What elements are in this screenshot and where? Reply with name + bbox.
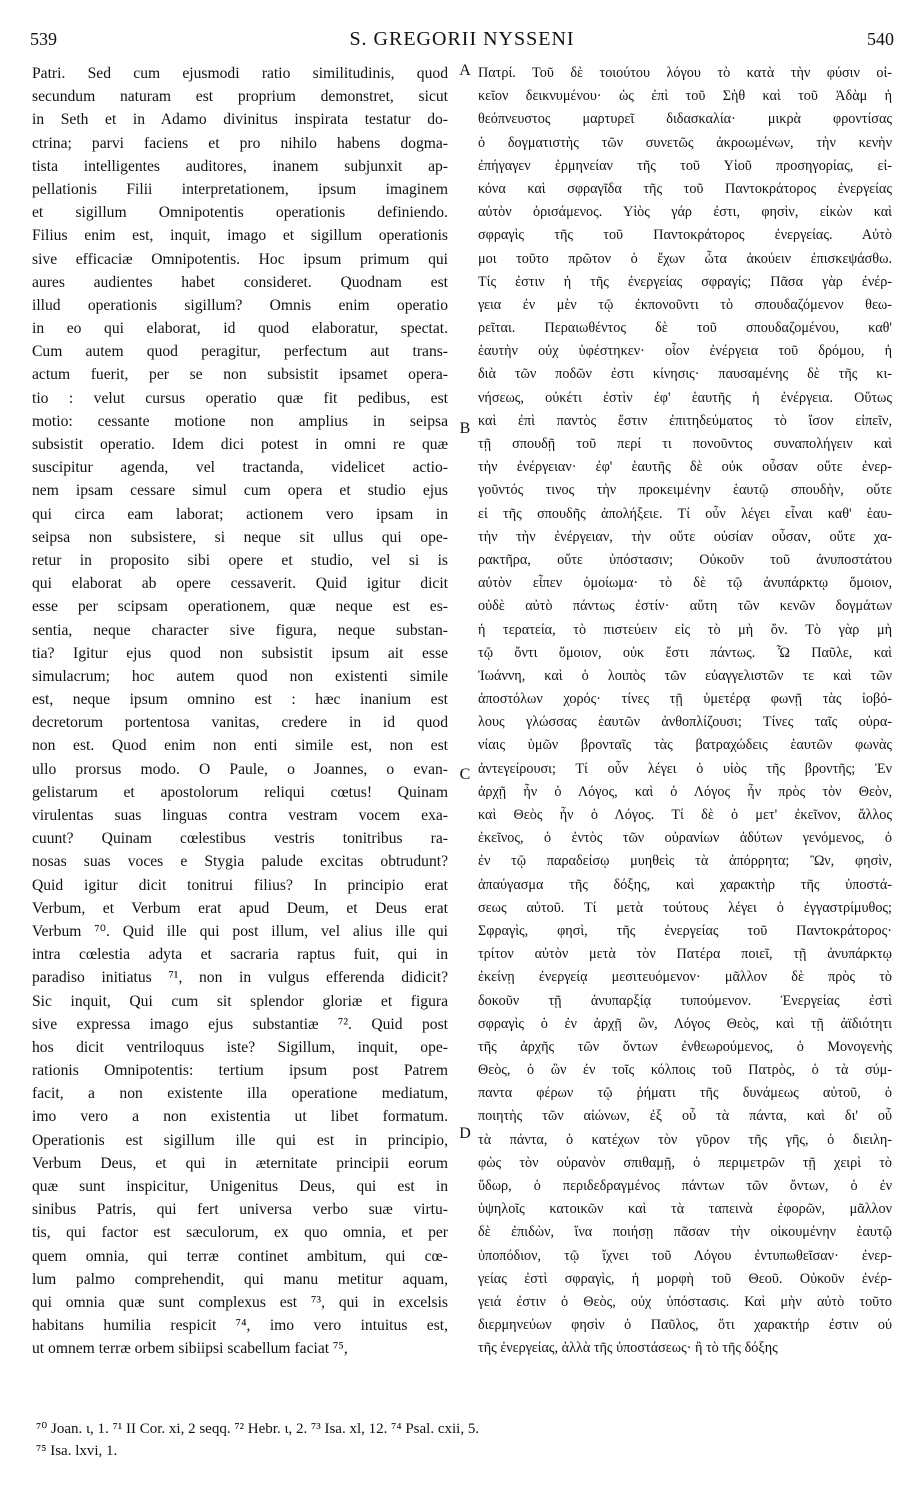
greek-text-line: ἐπήγαγεν ἑρμηνείαν τῆς τοῦ Υἱοῦ προσηγορίας, εἰ- — [478, 157, 892, 174]
greek-text-line: θεόπνευστος μαρτυρεῖ διδασκαλία· μικρὰ φροντίσας — [478, 111, 892, 128]
greek-text-line: ἐκεῖνος, ὁ ἐντὸς τῶν οὐρανίων ἀδύτων γενόμενος, ὁ — [478, 830, 892, 847]
greek-text-line: τὴν ἐνέργειαν· ἐφ' ἑαυτῆς δὲ οὐκ οὖσαν οὔτε ἐνερ- — [478, 459, 892, 476]
footnote-line: ⁷⁰ Joan. ι, 1. ⁷¹ II Cor. xi, 2 seqq. ⁷² Hebr. ι, 2. ⁷³ Isa. xl, 12. ⁷⁴ Psal. cxii, 5. — [36, 1421, 480, 1437]
greek-text-line: τὴν τὴν ἐνέργειαν, τὴν οὔτε οὐσίαν οὖσαν, οὔτε χα- — [478, 528, 892, 545]
latin-text-line: tista intelligentes auditores, inanem subjunxit ap- — [32, 157, 448, 175]
greek-text-line: Σφραγὶς, φησὶ, τῆς ἐνεργείας τοῦ Παντοκράτορος· — [478, 922, 892, 939]
greek-text-line: τῷ ὄντι ὅμοιον, οὐκ ἔστι πάντως. Ὦ Παῦλε, καὶ — [478, 644, 892, 661]
greek-column — [478, 62, 892, 1402]
latin-text-line: virulentas suas linguas contra vestram vocem exa- — [32, 807, 448, 824]
latin-text-line: sive expressa imago ejus substantiæ ⁷². Quid post — [32, 1015, 448, 1033]
latin-text-line: quem omnia, qui terræ continet ambitum, qui cœ- — [32, 1247, 448, 1265]
greek-text-line: μοι τοῦτο πρῶτον ὁ ἔχων ὦτα ἀκούειν ἐπισκεψάσθω. — [478, 250, 892, 267]
latin-column — [32, 62, 448, 1402]
latin-text-line: motio: cessante motione non amplius in seipsa — [32, 412, 448, 430]
margin-marker-c: C — [459, 766, 471, 783]
latin-text-line: facit, a non existente illa operatione mediatum, — [32, 1085, 448, 1103]
latin-text-line: paradiso initiatus ⁷¹, non in vulgus efferenda didicit? — [32, 969, 448, 987]
latin-text-line: ctrina; parvi faciens et pro nihilo habens dogma- — [32, 134, 448, 152]
greek-text-line: εἰ τῆς σπουδῆς ἀπολήξειε. Τί οὖν λέγει εἶναι καθ' ἑαυ- — [478, 505, 892, 522]
greek-text-line: τῆς ἀρχῆς τῶν ὄντων ἐνθεωρούμενος, ὁ Μονογενὴς — [478, 1038, 892, 1055]
margin-marker-d: D — [459, 1125, 471, 1142]
greek-text-line: λους γλώσσας ἑαυτῶν ἀνθοπλίζουσι; Τίνες ταῖς οὐρα- — [478, 714, 892, 731]
latin-text-line: tio : velut cursus operatio quæ fit pedibus, est — [32, 389, 448, 407]
latin-text-line: et sigillum Omnipotentis operationis definiendo. — [32, 204, 448, 222]
greek-text-line: οὐδὲ αὐτὸ πάντως ἐστίν· αὕτη τῶν κενῶν δογμάτων — [478, 598, 892, 615]
greek-text-line: τρίτον αὐτὸν μετὰ τὸν Πατέρα ποιεῖ, τῇ ἀνυπάρκτῳ — [478, 946, 892, 963]
latin-text-line: sive efficaciæ Omnipotentis. Hoc ipsum primum qui — [32, 250, 448, 268]
latin-text-line: ullo prorsus modo. O Paule, o Joannes, o evan- — [32, 760, 448, 778]
greek-text-line: Ἰωάννη, καὶ ὁ λοιπὸς τῶν εὐαγγελιστῶν τε καὶ τῶν — [478, 667, 892, 684]
latin-text-line: secundum naturam est proprium demonstret, sicut — [32, 88, 448, 106]
greek-text-line: καὶ Θεὸς ἦν ὁ Λόγος. Τί δὲ ὁ μετ' ἐκεῖνον, ἄλλος — [478, 807, 892, 823]
greek-text-line: ἡ τερατεία, τὸ πιστεύειν εἰς τὸ μὴ ὄν. Τὸ γὰρ μὴ — [478, 621, 892, 638]
greek-text-line: γειά ἐστιν ὁ Θεὸς, οὐχ ὑπόστασις. Καὶ μὴν αὐτὸ τοῦτο — [478, 1293, 892, 1310]
greek-text-line: ἐκείνῃ ἐνεργείᾳ μεσιτευόμενον· μᾶλλον δὲ πρὸς τὸ — [478, 969, 892, 986]
latin-text-line: seipsa non subsistere, si neque sit ullus qui ope- — [32, 528, 448, 546]
latin-text-line: Quid igitur dicit tonitrui filius? In principio erat — [32, 876, 448, 894]
greek-text-line: Πατρί. Τοῦ δὲ τοιούτου λόγου τὸ κατὰ τὴν φύσιν οἰ- — [478, 65, 892, 81]
latin-text-line: nem ipsam cessare simul cum opera et studio ejus — [32, 482, 448, 500]
greek-text-line: νίαις ὑμῶν βρονταῖς τὰς βατραχώδεις ἑαυτῶν φωνὰς — [478, 737, 892, 754]
latin-text-line: qui circa eam laborat; actionem vero ipsam in — [32, 505, 448, 523]
footnote-line: ⁷⁵ Isa. lxvi, 1. — [36, 1443, 118, 1459]
latin-text-line: retur in proposito sibi opere et studio, vel si is — [32, 551, 448, 569]
latin-text-line: Patri. Sed cum ejusmodi ratio similitudinis, quod — [32, 65, 448, 82]
latin-text-line: subsistit operatio. Idem dici potest in omni re quæ — [32, 436, 448, 453]
latin-text-line: rationis Omnipotentis: tertium ipsum post Patrem — [32, 1062, 448, 1080]
page-number-right: 540 — [867, 29, 894, 49]
latin-text-line: ut omnem terræ orbem sibiipsi scabellum faciat ⁷⁵, — [32, 1340, 348, 1358]
latin-text-line: pellationis Filii interpretationem, ipsum imaginem — [32, 180, 448, 198]
latin-text-line: est, neque ipsum omnino est : hæc inanium est — [32, 691, 448, 709]
greek-text-line: ἀντεγείρουσι; Τί οὖν λέγει ὁ υἱὸς τῆς βροντῆς; Ἐν — [478, 760, 892, 777]
running-title: S. GREGORII NYSSENI — [349, 28, 575, 50]
latin-text-line: habitans humilia respicit ⁷⁴, imo vero intuitus est, — [32, 1317, 448, 1335]
greek-text-line: ὑποπόδιον, τῷ ἴχνει τοῦ Λόγου ἐντυπωθεῖσαν· ἐνερ- — [478, 1247, 892, 1264]
latin-text-line: nosas suas voces e Stygia palude excitas obtrudunt? — [32, 853, 448, 871]
latin-text-line: gelistarum et apostolorum reliqui cœtus! Quinam — [32, 783, 448, 801]
latin-text-line: lum palmo comprehendit, qui manu metitur aquam, — [32, 1270, 448, 1288]
latin-text-line: Verbum Deus, et qui in æternitate principii eorum — [32, 1154, 448, 1172]
greek-text-line: σεως αὐτοῦ. Τί μετὰ τούτους λέγει ὁ ἐγγαστρίμυθος; — [478, 899, 892, 916]
greek-text-line: σφραγὶς τῆς τοῦ Παντοκράτορος ἐνεργείας. Αὐτὸ — [478, 227, 892, 244]
latin-text-line: Operationis est sigillum ille qui est in principio, — [32, 1131, 448, 1149]
latin-text-line: quæ sunt inspicitur, Unigenitus Deus, qui est in — [32, 1178, 448, 1195]
greek-text-line: ἑαυτὴν οὐχ ὑφέστηκεν· οἷον ἐνέργεια τοῦ δρόμου, ἡ — [478, 343, 892, 360]
latin-text-line: tia? Igitur ejus quod non subsistit ipsum ait esse — [32, 644, 448, 662]
latin-text-line: actum fuerit, per se non subsistit ipsamet opera- — [32, 366, 448, 384]
greek-text-line: ρεῖται. Περαιωθέντος δὲ τοῦ σπουδαζομένου, καθ' — [478, 320, 892, 337]
greek-text-line: αὐτὸν ὁρισάμενος. Υἱὸς γάρ ἐστι, φησὶν, εἰκὼν καὶ — [478, 204, 892, 221]
greek-text-line: Τίς ἐστιν ἡ τῆς ἐνεργείας σφραγίς; Πᾶσα γὰρ ἐνέρ- — [478, 273, 892, 290]
latin-text-line: tis, qui factor est sæculorum, ex quo omnia, et per — [32, 1224, 448, 1242]
latin-text-line: cuunt? Quinam cœlestibus vestris tonitribus ra- — [32, 830, 448, 848]
greek-text-line: φὼς τὸν οὐρανὸν σπιθαμῇ, ὁ περιμετρῶν τῇ χειρὶ τὸ — [478, 1154, 892, 1171]
margin-marker-a: A — [459, 62, 471, 79]
greek-text-line: ἀρχῇ ἦν ὁ Λόγος, καὶ ὁ Λόγος ἦν πρὸς τὸν Θεὸν, — [478, 783, 892, 800]
greek-text-line: καὶ ἐπὶ παντὸς ἔστιν ἐπιτηδεύματος τὸ ἴσον εἰπεῖν, — [478, 412, 892, 429]
greek-text-line: τῇ σπουδῇ τοῦ περί τι πονοῦντος συναπολήγειν καὶ — [478, 436, 892, 452]
greek-text-line: τῆς ἐνεργείας, ἀλλὰ τῆς ὑποστάσεως· ἢ τὸ τῆς δόξης — [478, 1340, 778, 1357]
latin-text-line: illud operationis sigillum? Omnis enim operatio — [32, 296, 448, 314]
greek-text-line: ὁ δογματιστὴς τῶν συνετῶς ἀκροωμένων, τὴν κενὴν — [478, 134, 892, 151]
latin-text-line: Cum autem quod peragitur, perfectum aut trans- — [32, 343, 448, 361]
greek-text-line: ὑψηλοῖς κατοικῶν καὶ τὰ ταπεινὰ ἐφορῶν, μᾶλλον — [478, 1201, 892, 1218]
latin-text-line: in Seth et in Adamo divinitus inspirata testatur do- — [32, 111, 448, 129]
latin-text-line: imo vero a non existentia ut libet formatum. — [32, 1108, 448, 1126]
latin-text-line: qui omnia quæ sunt complexus est ⁷³, qui in excelsis — [32, 1293, 448, 1311]
greek-text-line: δοκοῦν τῇ ἀνυπαρξίᾳ τυπούμενον. Ἐνεργείας ἐστὶ — [478, 992, 892, 1009]
greek-text-line: γεια ἐν μὲν τῷ ἐκπονοῦντι τὸ σπουδαζόμενον θεω- — [478, 296, 892, 313]
latin-text-line: hos dicit ventriloquus iste? Sigillum, inquit, ope- — [32, 1038, 448, 1056]
greek-text-line: ἀποστόλων χορός· τίνες τῇ ὑμετέρᾳ φωνῇ τὰς ἰοβό- — [478, 691, 892, 708]
greek-text-line: παντα φέρων τῷ ῥήματι τῆς δυνάμεως αὐτοῦ, ὁ — [478, 1085, 892, 1102]
greek-text-line: δὲ ἐπιδὼν, ἵνα ποιήσῃ πᾶσαν τὴν οἰκουμένην ἑαυτῷ — [478, 1224, 892, 1241]
footnotes — [36, 1418, 894, 1462]
latin-text-line: in eo qui elaborat, id quod elaboratur, spectat. — [32, 320, 448, 338]
greek-text-line: αὐτὸν εἶπεν ὁμοίωμα· τὸ δὲ τῷ ἀνυπάρκτῳ ὅμοιον, — [478, 575, 892, 592]
greek-text-line: νήσεως, οὐκέτι ἐστὶν ἐφ' ἑαυτῆς ἡ ἐνέργεια. Οὕτως — [478, 389, 892, 406]
greek-text-line: Θεὸς, ὁ ὢν ἐν τοῖς κόλποις τοῦ Πατρὸς, ὁ τὰ σύμ- — [478, 1062, 892, 1079]
latin-text-line: esse per scipsam operationem, quæ neque est es- — [32, 598, 448, 616]
greek-text-line: τὰ πάντα, ὁ κατέχων τὸν γῦρον τῆς γῆς, ὁ διειλη- — [478, 1131, 892, 1148]
greek-text-line: ὕδωρ, ὁ περιδεδραγμένος πάντων τῶν ὄντων, ὁ ἐν — [478, 1178, 892, 1194]
greek-text-line: διερμηνεύων φησὶν ὁ Παῦλος, ὅτι χαρακτήρ ἐστιν οὐ — [478, 1317, 892, 1334]
latin-text-line: Filius enim est, inquit, imago et sigillum operationis — [32, 227, 448, 245]
greek-text-line: γοῦντός τινος τὴν προκειμένην ἑαυτῷ σπουδὴν, οὔτε — [478, 482, 892, 499]
greek-text-line: ρακτῆρα, οὔτε ὑπόστασιν; Οὐκοῦν τοῦ ἀνυποστάτου — [478, 551, 892, 568]
latin-text-line: non est. Quod enim non enti simile est, non est — [32, 737, 448, 755]
latin-text-line: sentia, neque character sive figura, neque substan- — [32, 621, 448, 639]
margin-marker-b: B — [459, 420, 471, 437]
page-number-left: 539 — [30, 29, 57, 49]
latin-text-line: aures audientes habet consideret. Quodnam est — [32, 273, 448, 291]
greek-text-line: ποιητὴς τῶν αἰώνων, ἐξ οὗ τὰ πάντα, καὶ δι' οὗ — [478, 1108, 892, 1125]
greek-text-line: κεῖον δεικνυμένου· ὡς ἐπὶ τοῦ Σὴθ καὶ τοῦ Ἀδὰμ ἡ — [478, 88, 892, 105]
latin-text-line: Verbum ⁷⁰. Quid ille qui post illum, vel alius ille qui — [32, 922, 448, 940]
latin-text-line: Sic inquit, Qui cum sit splendor gloriæ et figura — [32, 992, 448, 1010]
greek-text-line: κόνα καὶ σφραγῖδα τῆς τοῦ Παντοκράτορος ἐνεργείας — [478, 180, 892, 197]
latin-text-line: Verbum, et Verbum erat apud Deum, et Deus erat — [32, 899, 448, 917]
latin-text-line: sinibus Patris, qui fert universa verbo suæ virtu- — [32, 1201, 448, 1219]
latin-text-line: decretorum portentosa vanitas, credere in id quod — [32, 714, 448, 732]
greek-text-line: ἐν τῷ παραδείσῳ μυηθεὶς τὰ ἀπόρρητα; Ὢν, φησὶν, — [478, 853, 892, 870]
running-header — [30, 28, 894, 58]
greek-text-line: σφραγὶς ὁ ἐν ἀρχῇ ὢν, Λόγος Θεὸς, καὶ τῇ ἀϊδιότητι — [478, 1015, 892, 1032]
latin-text-line: intra cœlestia adyta et sacraria raptus fuit, qui in — [32, 946, 448, 964]
greek-text-line: γείας ἐστὶ σφραγὶς, ἡ μορφὴ τοῦ Θεοῦ. Οὐκοῦν ἐνέρ- — [478, 1270, 892, 1287]
greek-text-line: ἀπαύγασμα τῆς δόξης, καὶ χαρακτὴρ τῆς ὑποστά- — [478, 876, 892, 893]
greek-text-line: διὰ τῶν ποδῶν ἐστι κίνησις· παυσαμένης δὲ τῆς κι- — [478, 366, 892, 383]
latin-text-line: qui elaborat ab opere cessaverit. Quid igitur dicit — [32, 575, 448, 593]
latin-text-line: suscipitur agenda, vel tractanda, videlicet actio- — [32, 459, 448, 477]
latin-text-line: simulacrum; hoc autem quod non existenti simile — [32, 667, 448, 685]
